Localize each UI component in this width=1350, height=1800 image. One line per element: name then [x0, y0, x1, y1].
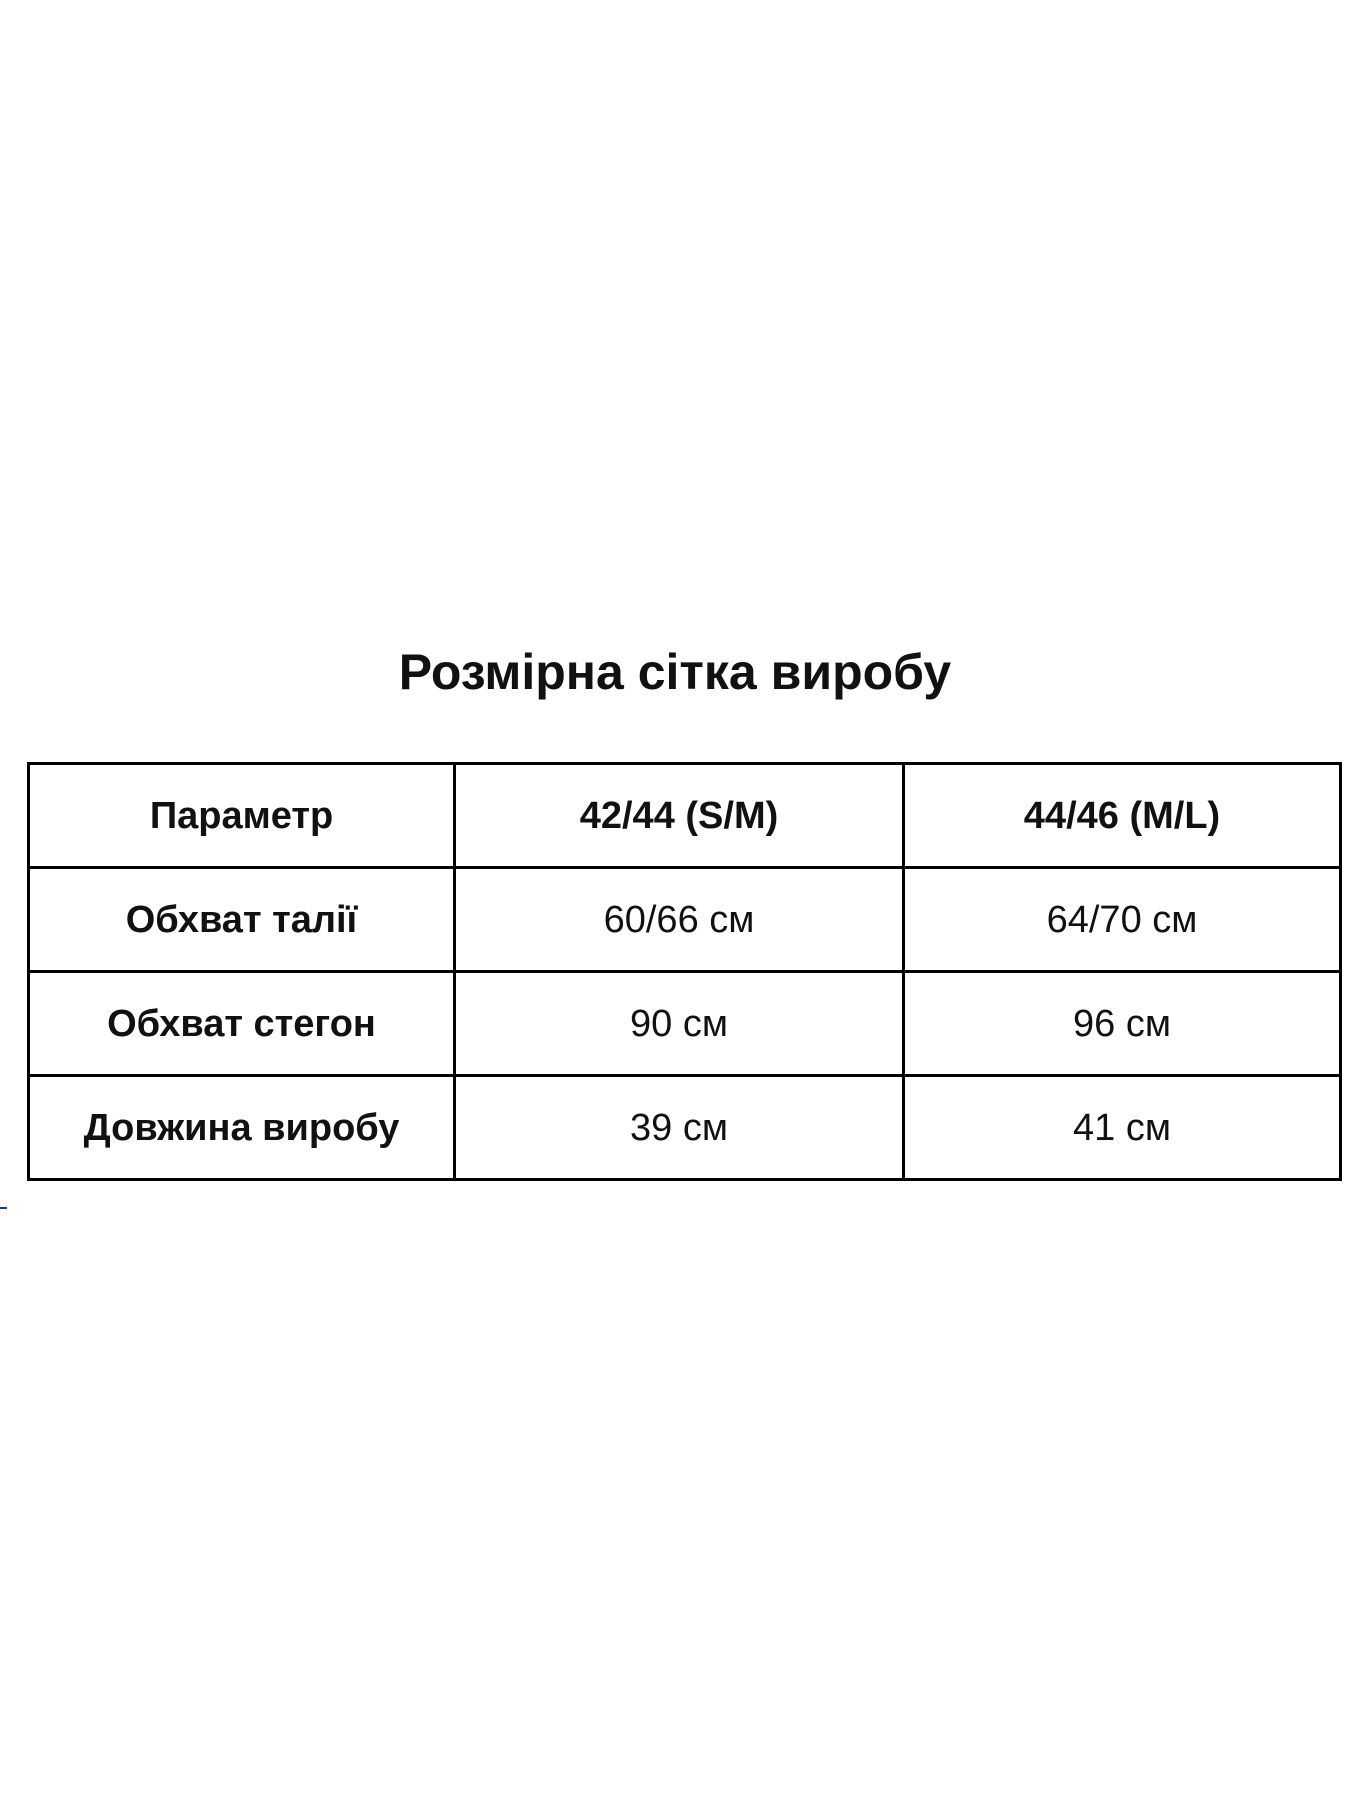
header-size-m-l: 44/46 (M/L) — [904, 764, 1341, 868]
size-chart-table — [27, 762, 1342, 1181]
row-label-waist: Обхват талії — [29, 868, 455, 972]
table-row — [29, 972, 1341, 1076]
table-row — [29, 1076, 1341, 1180]
row-label-length: Довжина виробу — [29, 1076, 455, 1180]
page-title: Розмірна сітка виробу — [398, 644, 952, 700]
cell-value: 96 см — [904, 972, 1341, 1076]
cell-value: 39 см — [455, 1076, 904, 1180]
cell-value: 64/70 см — [904, 868, 1341, 972]
cell-value: 60/66 см — [455, 868, 904, 972]
row-label-hips: Обхват стегон — [29, 972, 455, 1076]
header-size-s-m: 42/44 (S/M) — [455, 764, 904, 868]
table-header-row — [29, 764, 1341, 868]
table-row — [29, 868, 1341, 972]
cell-value: 90 см — [455, 972, 904, 1076]
header-parameter: Параметр — [29, 764, 455, 868]
cell-value: 41 см — [904, 1076, 1341, 1180]
edge-mark — [0, 1207, 7, 1209]
